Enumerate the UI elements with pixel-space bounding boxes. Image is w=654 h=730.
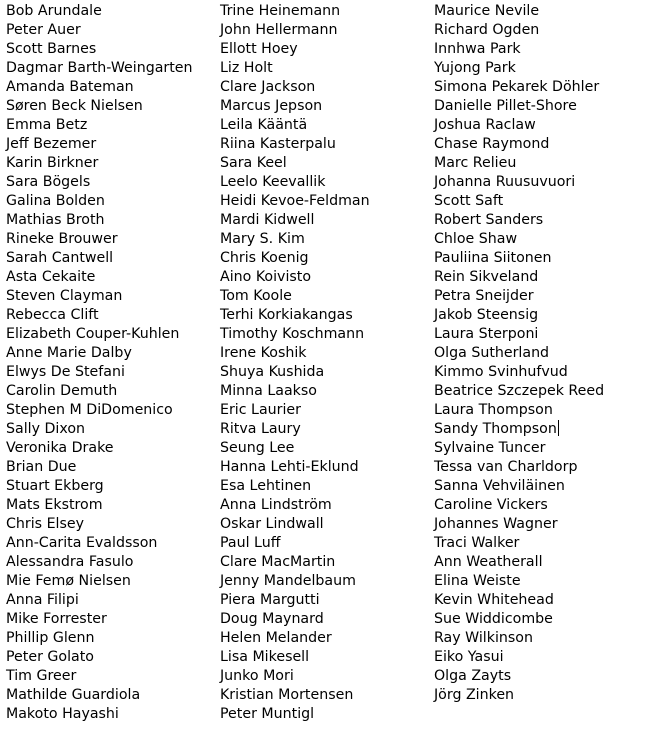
name-item[interactable] [6, 40, 193, 59]
name-text: Scott Barnes [6, 41, 97, 57]
name-text: Chris Koenig [220, 250, 309, 266]
name-item[interactable] [6, 306, 193, 325]
name-text: Elizabeth Couper-Kuhlen [6, 326, 180, 342]
name-text: Peter Muntigl [220, 706, 315, 722]
name-text: Pauliina Siitonen [434, 250, 552, 266]
name-item[interactable] [6, 591, 193, 610]
name-item[interactable] [220, 496, 370, 515]
name-item[interactable] [220, 420, 370, 439]
name-item[interactable] [6, 135, 193, 154]
name-text: Terhi Korkiakangas [220, 307, 353, 323]
name-text: Ellott Hoey [220, 41, 298, 57]
name-text: Innhwa Park [434, 41, 521, 57]
name-text: Leelo Keevallik [220, 174, 326, 190]
name-text: Heidi Kevoe-Feldman [220, 193, 370, 209]
name-text: Ritva Laury [220, 421, 301, 437]
name-text: Irene Koshik [220, 345, 307, 361]
name-item[interactable] [6, 572, 193, 591]
name-text: Jakob Steensig [434, 307, 539, 323]
name-text: Stephen M DiDomenico [6, 402, 173, 418]
name-item[interactable] [6, 477, 193, 496]
name-item[interactable] [220, 21, 370, 40]
name-item[interactable] [220, 249, 370, 268]
name-text: Beatrice Szczepek Reed [434, 383, 605, 399]
name-text: Esa Lehtinen [220, 478, 312, 494]
name-text: Chris Elsey [6, 516, 84, 532]
name-text: Jenny Mandelbaum [220, 573, 356, 589]
name-item[interactable] [6, 496, 193, 515]
name-column-3 [434, 2, 604, 705]
name-item[interactable] [434, 154, 604, 173]
name-text: Yujong Park [434, 60, 516, 76]
name-item[interactable] [220, 686, 370, 705]
name-text: Seung Lee [220, 440, 295, 456]
name-item[interactable] [220, 401, 370, 420]
name-text: Sara Keel [220, 155, 287, 171]
name-text: Sara Bögels [6, 174, 91, 190]
name-text: Minna Laakso [220, 383, 317, 399]
name-text: Liz Holt [220, 60, 273, 76]
name-text: Alessandra Fasulo [6, 554, 134, 570]
name-item[interactable] [220, 325, 370, 344]
name-item[interactable] [6, 553, 193, 572]
name-item[interactable] [220, 648, 370, 667]
name-text: Piera Margutti [220, 592, 320, 608]
name-text: Kevin Whitehead [434, 592, 554, 608]
name-text: Mats Ekstrom [6, 497, 103, 513]
name-item[interactable] [434, 192, 604, 211]
name-item[interactable] [434, 363, 604, 382]
name-item[interactable] [434, 116, 604, 135]
name-text: Steven Clayman [6, 288, 123, 304]
name-text: Olga Zayts [434, 668, 512, 684]
name-item[interactable] [6, 363, 193, 382]
name-text: Joshua Raclaw [434, 117, 536, 133]
name-item[interactable] [434, 534, 604, 553]
name-item[interactable] [220, 629, 370, 648]
name-item[interactable] [434, 439, 604, 458]
name-text: Anna Filipi [6, 592, 79, 608]
name-text: Rineke Brouwer [6, 231, 118, 247]
name-text: Veronika Drake [6, 440, 114, 456]
name-item[interactable] [220, 173, 370, 192]
name-item[interactable] [220, 534, 370, 553]
name-text: Mike Forrester [6, 611, 107, 627]
name-item[interactable] [434, 211, 604, 230]
name-item[interactable] [434, 287, 604, 306]
name-item[interactable] [6, 173, 193, 192]
name-item[interactable] [220, 477, 370, 496]
name-text: Dagmar Barth-Weingarten [6, 60, 193, 76]
name-item[interactable] [434, 629, 604, 648]
name-text: Søren Beck Nielsen [6, 98, 143, 114]
name-text: Sylvaine Tuncer [434, 440, 546, 456]
name-text: Ann-Carita Evaldsson [6, 535, 158, 551]
name-text: Richard Ogden [434, 22, 540, 38]
name-text: Robert Sanders [434, 212, 544, 228]
name-item[interactable] [6, 59, 193, 78]
name-text: Lisa Mikesell [220, 649, 310, 665]
name-text: Kimmo Svinhufvud [434, 364, 568, 380]
name-item[interactable] [220, 59, 370, 78]
name-item[interactable] [434, 268, 604, 287]
name-text: Rebecca Clift [6, 307, 99, 323]
name-item[interactable] [220, 78, 370, 97]
name-item[interactable] [434, 135, 604, 154]
name-item[interactable] [6, 344, 193, 363]
name-item[interactable] [6, 97, 193, 116]
name-text: Jörg Zinken [434, 687, 515, 703]
name-text: Rein Sikveland [434, 269, 539, 285]
name-item[interactable] [434, 420, 604, 439]
name-item[interactable] [6, 192, 193, 211]
name-text: Carolin Demuth [6, 383, 118, 399]
name-item[interactable] [220, 344, 370, 363]
name-text: Mardi Kidwell [220, 212, 315, 228]
name-item[interactable] [434, 401, 604, 420]
name-text: Phillip Glenn [6, 630, 95, 646]
name-item[interactable] [220, 287, 370, 306]
name-text: Marcus Jepson [220, 98, 323, 114]
name-text: Chloe Shaw [434, 231, 518, 247]
name-item[interactable] [6, 667, 193, 686]
name-item[interactable] [6, 230, 193, 249]
name-item[interactable] [220, 667, 370, 686]
name-text: Anne Marie Dalby [6, 345, 132, 361]
name-text: Peter Auer [6, 22, 81, 38]
name-text: Aino Koivisto [220, 269, 312, 285]
name-item[interactable] [434, 667, 604, 686]
text-cursor [558, 420, 559, 436]
name-column-2 [220, 2, 370, 724]
name-text: Trine Heinemann [220, 3, 341, 19]
name-item[interactable] [220, 268, 370, 287]
name-text: Peter Golato [6, 649, 94, 665]
name-text: Ray Wilkinson [434, 630, 533, 646]
name-item[interactable] [6, 78, 193, 97]
name-text: Tom Koole [220, 288, 292, 304]
name-text: Sarah Cantwell [6, 250, 114, 266]
name-item[interactable] [6, 249, 193, 268]
name-item[interactable] [6, 211, 193, 230]
name-text: Jeff Bezemer [6, 136, 97, 152]
name-item[interactable] [434, 21, 604, 40]
name-text: John Hellermann [220, 22, 338, 38]
name-item[interactable] [220, 306, 370, 325]
name-item[interactable] [434, 249, 604, 268]
name-text: Amanda Bateman [6, 79, 134, 95]
name-item[interactable] [434, 40, 604, 59]
name-text: Kristian Mortensen [220, 687, 354, 703]
name-item[interactable] [220, 572, 370, 591]
name-text: Doug Maynard [220, 611, 324, 627]
name-item[interactable] [220, 154, 370, 173]
name-item[interactable] [220, 40, 370, 59]
name-text: Sue Widdicombe [434, 611, 553, 627]
name-text: Eric Laurier [220, 402, 301, 418]
name-item[interactable] [434, 382, 604, 401]
name-item[interactable] [434, 591, 604, 610]
name-text: Danielle Pillet-Shore [434, 98, 577, 114]
name-item[interactable] [434, 515, 604, 534]
name-item[interactable] [434, 496, 604, 515]
name-text: Petra Sneijder [434, 288, 534, 304]
name-text: Helen Melander [220, 630, 332, 646]
name-text: Clare Jackson [220, 79, 316, 95]
name-item[interactable] [434, 344, 604, 363]
name-item[interactable] [6, 686, 193, 705]
name-item[interactable] [6, 325, 193, 344]
name-item[interactable] [434, 173, 604, 192]
name-text: Marc Relieu [434, 155, 517, 171]
name-text: Shuya Kushida [220, 364, 325, 380]
name-text: Laura Thompson [434, 402, 553, 418]
name-item[interactable] [434, 325, 604, 344]
name-item[interactable] [220, 135, 370, 154]
name-item[interactable] [6, 610, 193, 629]
name-item[interactable] [434, 458, 604, 477]
name-item[interactable] [434, 78, 604, 97]
name-item[interactable] [434, 572, 604, 591]
name-text: Asta Cekaite [6, 269, 96, 285]
name-item[interactable] [220, 363, 370, 382]
name-item[interactable] [6, 629, 193, 648]
name-item[interactable] [6, 439, 193, 458]
name-text: Stuart Ekberg [6, 478, 104, 494]
name-item[interactable] [220, 97, 370, 116]
name-text: Chase Raymond [434, 136, 550, 152]
name-item[interactable] [6, 21, 193, 40]
name-text: Mathilde Guardiola [6, 687, 141, 703]
name-text: Leila Kääntä [220, 117, 308, 133]
name-item[interactable] [220, 705, 370, 724]
name-item[interactable] [220, 591, 370, 610]
name-item[interactable] [434, 230, 604, 249]
name-text: Tessa van Charldorp [434, 459, 578, 475]
name-text: Tim Greer [6, 668, 77, 684]
name-text: Riina Kasterpalu [220, 136, 336, 152]
name-item[interactable] [6, 648, 193, 667]
name-text: Johanna Ruusuvuori [434, 174, 576, 190]
name-text: Johannes Wagner [434, 516, 558, 532]
name-item[interactable] [6, 268, 193, 287]
name-text: Sally Dixon [6, 421, 85, 437]
name-text: Paul Luff [220, 535, 281, 551]
name-text: Clare MacMartin [220, 554, 336, 570]
name-item[interactable] [6, 458, 193, 477]
name-item[interactable] [434, 686, 604, 705]
name-text: Makoto Hayashi [6, 706, 119, 722]
name-item[interactable] [220, 230, 370, 249]
name-text: Olga Sutherland [434, 345, 550, 361]
name-item[interactable] [434, 477, 604, 496]
name-item[interactable] [220, 211, 370, 230]
name-text: Karin Birkner [6, 155, 99, 171]
name-text: Bob Arundale [6, 3, 102, 19]
name-item[interactable] [220, 553, 370, 572]
name-item[interactable] [6, 420, 193, 439]
name-text: Hanna Lehti-Eklund [220, 459, 359, 475]
name-text: Timothy Koschmann [220, 326, 365, 342]
name-text: Mary S. Kim [220, 231, 305, 247]
name-text: Simona Pekarek Döhler [434, 79, 600, 95]
name-item[interactable] [434, 2, 604, 21]
name-item[interactable] [434, 610, 604, 629]
name-text: Brian Due [6, 459, 77, 475]
name-text: Elina Weiste [434, 573, 521, 589]
name-item[interactable] [220, 439, 370, 458]
name-item[interactable] [6, 515, 193, 534]
name-item[interactable] [6, 705, 193, 724]
name-text: Sandy Thompson [434, 421, 557, 437]
name-item[interactable] [6, 154, 193, 173]
name-text: Ann Weatherall [434, 554, 543, 570]
name-text: Mie Femø Nielsen [6, 573, 131, 589]
name-item[interactable] [434, 553, 604, 572]
name-item[interactable] [220, 116, 370, 135]
name-text: Oskar Lindwall [220, 516, 324, 532]
name-item[interactable] [6, 2, 193, 21]
name-item[interactable] [434, 59, 604, 78]
name-text: Emma Betz [6, 117, 88, 133]
name-item[interactable] [220, 192, 370, 211]
name-text: Caroline Vickers [434, 497, 548, 513]
name-item[interactable] [6, 382, 193, 401]
name-item[interactable] [434, 306, 604, 325]
name-text: Scott Saft [434, 193, 504, 209]
name-text: Elwys De Stefani [6, 364, 125, 380]
name-item[interactable] [220, 2, 370, 21]
name-item[interactable] [220, 458, 370, 477]
name-text: Sanna Vehviläinen [434, 478, 565, 494]
name-item[interactable] [434, 97, 604, 116]
name-text: Maurice Nevile [434, 3, 540, 19]
name-text: Junko Mori [220, 668, 294, 684]
name-text: Anna Lindström [220, 497, 332, 513]
name-text: Laura Sterponi [434, 326, 539, 342]
name-item[interactable] [220, 515, 370, 534]
name-item[interactable] [6, 534, 193, 553]
name-text: Traci Walker [434, 535, 520, 551]
name-column-1 [6, 2, 193, 724]
name-text: Mathias Broth [6, 212, 105, 228]
name-text: Eiko Yasui [434, 649, 504, 665]
name-item[interactable] [220, 610, 370, 629]
name-item[interactable] [220, 382, 370, 401]
name-item[interactable] [6, 401, 193, 420]
name-text: Galina Bolden [6, 193, 105, 209]
name-item[interactable] [434, 648, 604, 667]
name-item[interactable] [6, 287, 193, 306]
name-item[interactable] [6, 116, 193, 135]
